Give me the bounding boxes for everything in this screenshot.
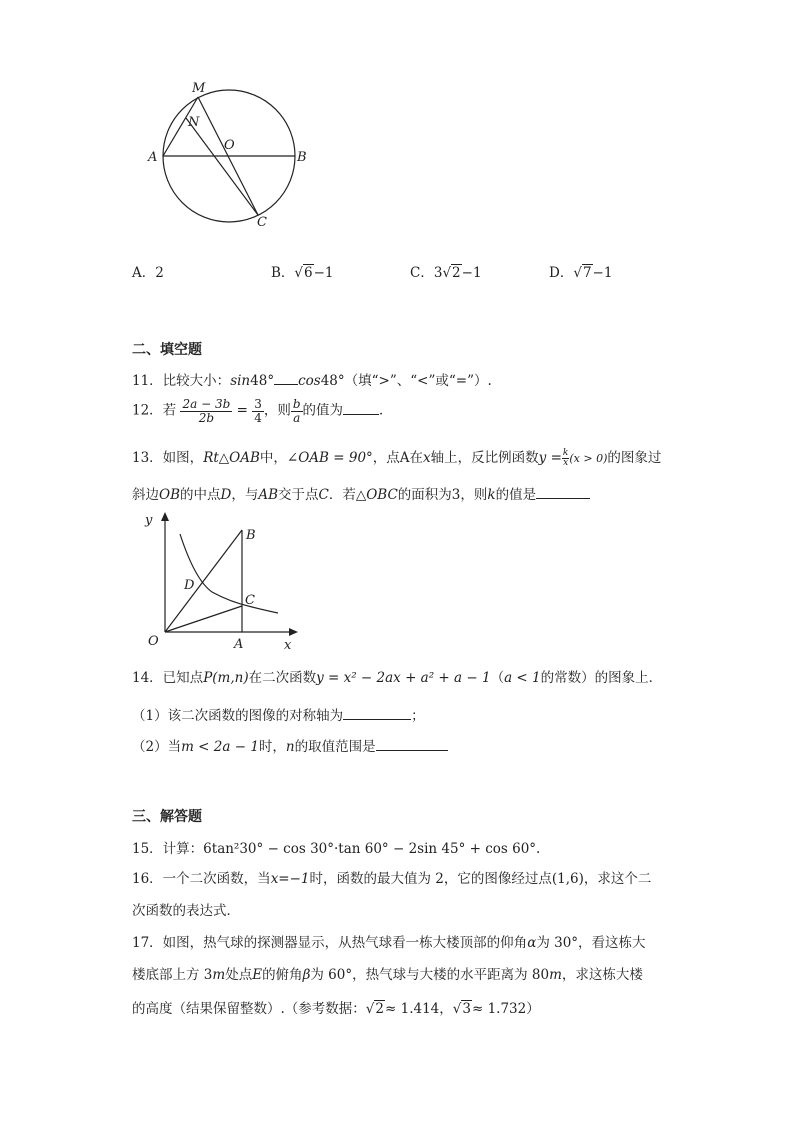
answer-blank-11[interactable] [274,384,298,385]
label-c2: C [245,593,255,608]
label-n: N [188,115,200,130]
question-16-line-1: 16．一个二次函数，当x=−1时，函数的最大值为 2，它的图像经过点(1,6)，求这个二 [132,871,652,887]
segment-oc [165,606,242,632]
segment-nc [186,118,258,215]
question-11: 11．比较大小：sin48° cos48°（填“>”、“<”或“=”）. [132,373,492,389]
question-13-line-2: 斜边OB的中点D，与AB交于点C．若△OBC的面积为3，则k的值是 [132,483,590,503]
choice-d: D．√7−1 [549,265,613,281]
label-b2: B [246,528,256,543]
answer-blank-14-2[interactable] [376,750,448,751]
label-x: x [284,638,292,653]
answer-blank-14-1[interactable] [343,719,411,720]
segment-ob [165,530,242,632]
x-axis-arrow [289,628,298,636]
fraction-k-x: $\frac{k}{x}$ [562,448,569,468]
label-y: y [145,513,153,528]
question-14-part-2: （2）当m < 2a − 1时，n的取值范围是 [132,735,448,755]
label-o: O [224,138,235,153]
hyperbola-curve [180,534,278,613]
label-c: C [257,215,267,230]
label-a: A [148,150,158,165]
question-13-line-1: 13．如图，Rt△OAB中，∠OAB = 90°，点A在x轴上，反比例函数y = $\frac{k}{x}$ (x > 0)的图象过 [132,448,662,468]
label-b: B [297,150,307,165]
label-d2: D [184,578,195,593]
question-14-part-1: （1）该二次函数的图像的对称轴为 ； [132,708,425,724]
question-17-line-3: 的高度（结果保留整数）.（参考数据：√2≈ 1.414，√3≈ 1.732） [132,1001,540,1017]
section-title-solutions: 三、解答题 [132,809,202,825]
coordinate-figure [140,508,310,653]
fraction-3-4: $\frac{3}{4}$ [254,397,262,425]
question-15: 15．计算：6tan²30° − cos 30°·tan 60° − 2sin 45° + cos 60°. [132,841,541,857]
fraction-b-a: $\frac{b}{a}$ [292,397,301,425]
question-14-stem: 14．已知点P(m,n)在二次函数y = x² − 2ax + a² + a − 1（a < 1的常数）的图象上． [132,670,663,686]
answer-blank-12[interactable] [343,414,379,415]
question-17-line-1: 17．如图，热气球的探测器显示，从热气球看一栋大楼顶部的仰角α为 30°，看这栋大 [132,935,646,951]
label-a2: A [234,637,244,652]
choice-a: A．2 [132,265,164,281]
label-o2: O [148,634,159,649]
circle-figure [140,74,320,234]
y-axis-arrow [161,512,169,521]
section-title-fill-in: 二、填空题 [132,342,202,358]
choice-b: B．√6−1 [271,265,334,281]
question-17-line-2: 楼底部上方 3m处点E的俯角β为 60°，热气球与大楼的水平距离为 80m，求这栋大楼 [132,967,643,983]
fraction-2a-3b: $\frac{2a - 3b}{2b}$ [182,397,231,425]
answer-blank-13[interactable] [536,498,590,499]
label-m: M [192,81,206,96]
question-12: 12．若 $\frac{2a - 3b}{2b}$ = $\frac{3}{4}$ ，则 $\frac{b}{a}$ 的值为 ． [132,397,393,425]
question-16-line-2: 次函数的表达式． [132,903,240,919]
choice-c: C．3√2−1 [410,265,482,281]
